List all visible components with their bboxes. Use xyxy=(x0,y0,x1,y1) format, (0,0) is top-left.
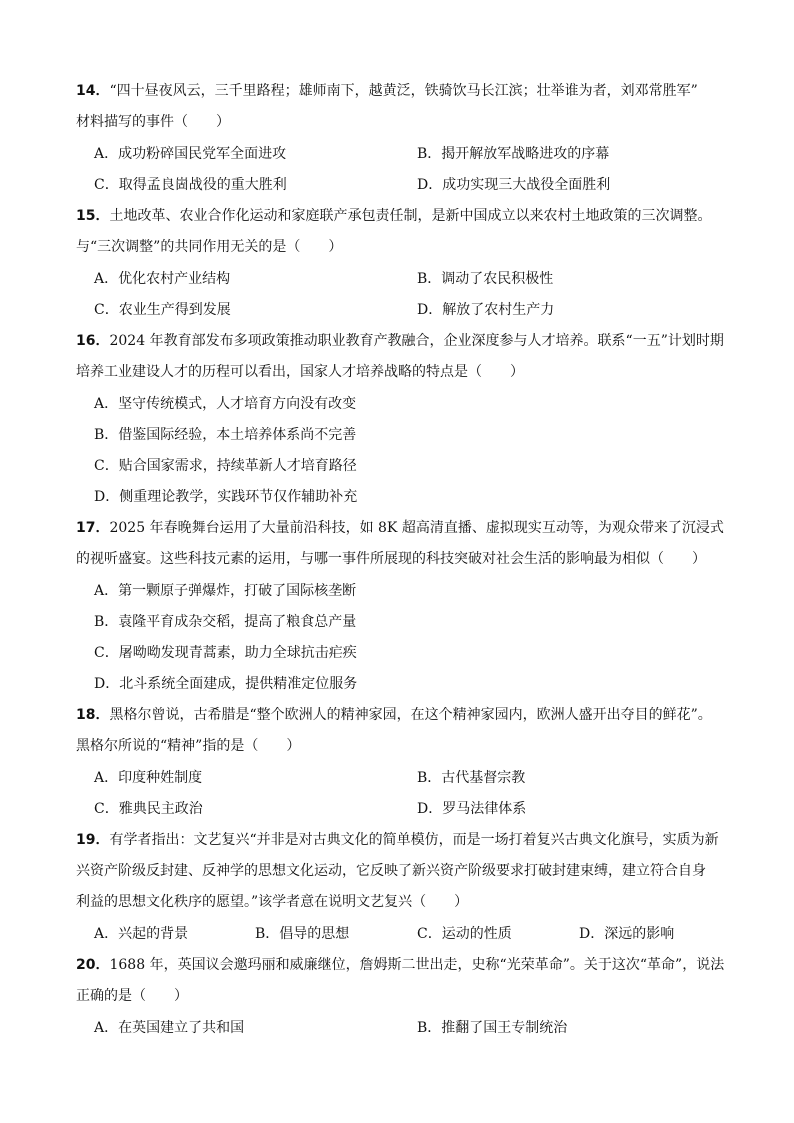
question-number: 19． xyxy=(76,832,110,848)
question-number: 17． xyxy=(76,520,110,536)
option-b: B．调动了农民积极性 xyxy=(417,271,554,287)
option-d: D．成功实现三大战役全面胜利 xyxy=(417,177,611,193)
question-15-line-1: 15．土地改革、农业合作化运动和家庭联产承包责任制，是新中国成立以来农村土地政策的三次调整。 xyxy=(76,208,712,224)
question-20-line-2: 正确的是（ ） xyxy=(76,988,188,1004)
option-a: A．兴起的背景 xyxy=(94,926,189,942)
question-19-line-3: 利益的思想文化秩序的愿望。”该学者意在说明文艺复兴（ ） xyxy=(76,894,469,910)
option-a: A．印度种姓制度 xyxy=(94,770,203,786)
option-b: B．推翻了国王专制统治 xyxy=(417,1020,568,1036)
question-number: 18． xyxy=(76,707,110,723)
option-b: B．借鉴国际经验，本土培养体系尚不完善 xyxy=(94,427,357,443)
option-d: D．解放了农村生产力 xyxy=(417,302,555,318)
option-c: C．取得孟良崮战役的重大胜利 xyxy=(94,177,287,193)
question-17-line-2: 的视听盛宴。这些科技元素的运用，与哪一事件所展现的科技突破对社会生活的影响最为相似（ ） xyxy=(76,551,706,567)
question-number: 16． xyxy=(76,333,110,349)
option-a: A．坚守传统模式，人才培育方向没有改变 xyxy=(94,396,357,412)
option-a: A．优化农村产业结构 xyxy=(94,271,231,287)
question-18-line-2: 黑格尔所说的“精神”指的是（ ） xyxy=(76,738,301,754)
option-d: D．深远的影响 xyxy=(579,926,675,942)
option-a: A．成功粉碎国民党军全面进攻 xyxy=(94,146,287,162)
question-number: 14． xyxy=(76,83,110,99)
option-a: A．第一颗原子弹爆炸，打破了国际核垄断 xyxy=(94,583,357,599)
option-d: D．北斗系统全面建成，提供精准定位服务 xyxy=(94,676,358,692)
option-b: B．倡导的思想 xyxy=(255,926,350,942)
question-19-line-2: 兴资产阶级反封建、反神学的思想文化运动，它反映了新兴资产阶级要求打破封建束缚，建立符合自身 xyxy=(76,863,706,879)
option-d: D．侧重理论教学，实践环节仅作辅助补充 xyxy=(94,489,358,505)
option-b: B．袁隆平育成杂交稻，提高了粮食总产量 xyxy=(94,614,357,630)
question-20-line-1: 20．1688 年，英国议会邀玛丽和威廉继位，詹姆斯二世出走，史称“光荣革命”。关于这次“革命”，说法 xyxy=(76,957,725,973)
question-17-line-1: 17．2025 年春晚舞台运用了大量前沿科技，如 8K 超高清直播、虚拟现实互动等，为观众带来了沉浸式 xyxy=(76,520,724,536)
question-16-line-1: 16．2024 年教育部发布多项政策推动职业教育产教融合，企业深度参与人才培养。联系“一五”计划时期 xyxy=(76,333,724,349)
option-b: B．揭开解放军战略进攻的序幕 xyxy=(417,146,610,162)
option-d: D．罗马法律体系 xyxy=(417,801,527,817)
option-c: C．贴合国家需求，持续革新人才培育路径 xyxy=(94,458,357,474)
question-number: 20． xyxy=(76,957,110,973)
question-19-line-1: 19．有学者指出：文艺复兴“并非是对古典文化的简单模仿，而是一场打着复兴古典文化旗号，实质为新 xyxy=(76,832,719,848)
option-a: A．在英国建立了共和国 xyxy=(94,1020,245,1036)
option-b: B．古代基督宗教 xyxy=(417,770,526,786)
question-15-line-2: 与“三次调整”的共同作用无关的是（ ） xyxy=(76,239,343,255)
option-c: C．雅典民主政治 xyxy=(94,801,203,817)
option-c: C．运动的性质 xyxy=(417,926,512,942)
question-number: 15． xyxy=(76,208,110,224)
option-c: C．农业生产得到发展 xyxy=(94,302,231,318)
question-18-line-1: 18．黑格尔曾说，古希腊是“整个欧洲人的精神家园，在这个精神家园内，欧洲人盛开出夺目的鲜花”。 xyxy=(76,707,712,723)
question-14-line-2: 材料描写的事件（ ） xyxy=(76,114,230,130)
question-14-line-1: 14．“四十昼夜风云，三千里路程；雄师南下，越黄泛，铁骑饮马长江滨；壮举谁为者，刘邓常胜军” xyxy=(76,83,698,99)
question-16-line-2: 培养工业建设人才的历程可以看出，国家人才培养战略的特点是（ ） xyxy=(76,364,524,380)
option-c: C．屠呦呦发现青蒿素，助力全球抗击疟疾 xyxy=(94,645,357,661)
